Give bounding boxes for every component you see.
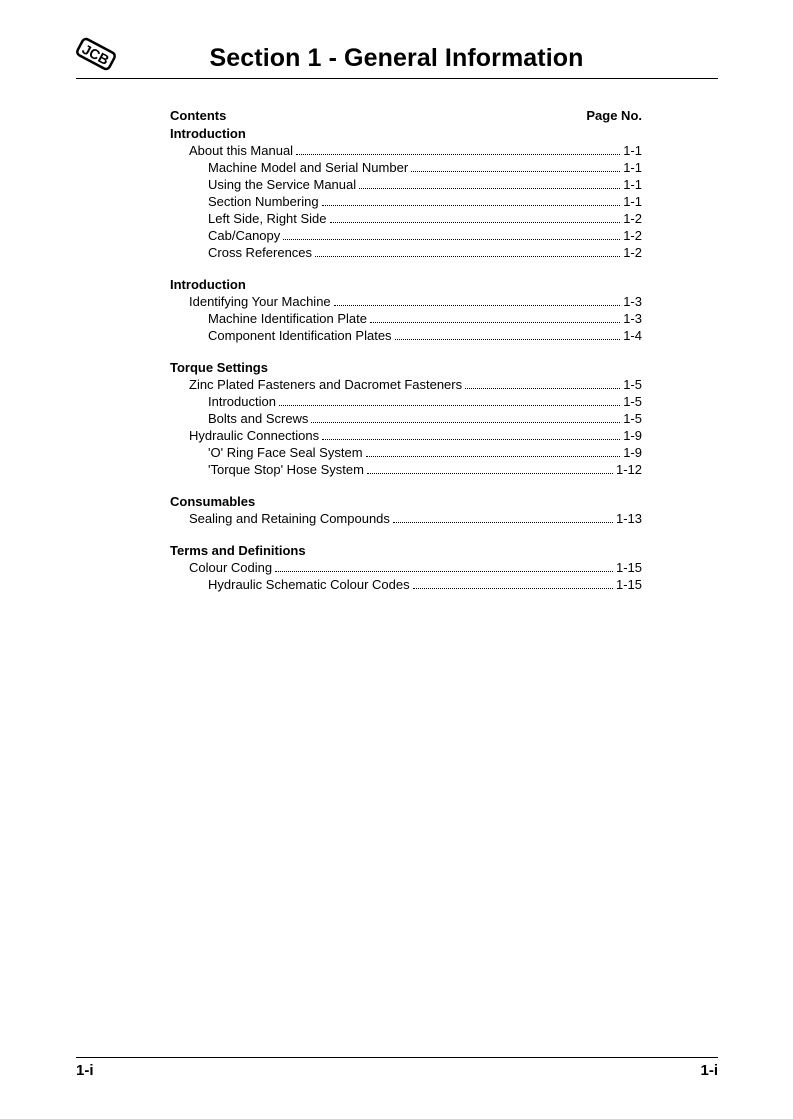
toc-entry-page: 1-3 [623, 294, 642, 309]
toc-entry[interactable] [170, 193, 642, 210]
toc-leader-dots [366, 444, 621, 457]
toc-entry-label: 'Torque Stop' Hose System [208, 462, 364, 477]
toc-entry[interactable] [170, 142, 642, 159]
toc-entry[interactable] [170, 576, 642, 593]
toc-entry-label: 'O' Ring Face Seal System [208, 445, 363, 460]
toc-entry-label: Component Identification Plates [208, 328, 392, 343]
toc-entry-page: 1-5 [623, 394, 642, 409]
toc-entry-page: 1-5 [623, 377, 642, 392]
toc-leader-dots [334, 293, 621, 306]
toc-entry-label: Machine Model and Serial Number [208, 160, 409, 175]
toc-section [170, 494, 642, 527]
toc-leader-dots [322, 193, 621, 206]
toc-leader-dots [296, 142, 620, 155]
toc-leader-dots [367, 461, 613, 474]
toc-section [170, 277, 642, 344]
toc-entry[interactable] [170, 227, 642, 244]
toc-leader-dots [370, 310, 620, 323]
contents-label: Contents [170, 108, 227, 123]
toc-section-title: Torque Settings [170, 360, 268, 375]
toc-leader-dots [330, 210, 621, 223]
toc-section [170, 360, 642, 478]
toc-entry[interactable] [170, 327, 642, 344]
toc-sections [170, 126, 642, 593]
toc-entry[interactable] [170, 244, 642, 261]
toc-entry-label: Zinc Plated Fasteners and Dacromet Fasteners [189, 377, 463, 392]
toc-section [170, 126, 642, 261]
toc-entry-page: 1-9 [623, 428, 642, 443]
toc-entry-page: 1-5 [623, 411, 642, 426]
header-rule [76, 78, 718, 79]
toc-entry-page: 1-9 [623, 445, 642, 460]
contents-header [170, 108, 642, 124]
toc-entry[interactable] [170, 159, 642, 176]
toc-leader-dots [413, 576, 613, 589]
toc-section-title: Introduction [170, 277, 246, 292]
page-title: Section 1 - General Information [209, 44, 584, 72]
toc-entry-label: Hydraulic Schematic Colour Codes [208, 577, 410, 592]
toc-entry-label: Left Side, Right Side [208, 211, 327, 226]
toc-leader-dots [279, 393, 620, 406]
toc-entry-page: 1-2 [623, 245, 642, 260]
toc-leader-dots [395, 327, 621, 340]
toc-entry-label: Sealing and Retaining Compounds [189, 511, 390, 526]
footer-page-right: 1-i [700, 1062, 718, 1079]
toc-entry[interactable] [170, 410, 642, 427]
footer-page-left: 1-i [76, 1062, 94, 1079]
toc-entry-page: 1-2 [623, 211, 642, 226]
toc-leader-dots [311, 410, 620, 423]
toc-leader-dots [465, 376, 620, 389]
toc-section [170, 543, 642, 593]
toc-section-title: Consumables [170, 494, 256, 509]
toc-entry-label: Cab/Canopy [208, 228, 281, 243]
toc-entry-label: Hydraulic Connections [189, 428, 320, 443]
toc-entry-label: Bolts and Screws [208, 411, 309, 426]
toc-section-title: Terms and Definitions [170, 543, 306, 558]
toc-entry[interactable] [170, 376, 642, 393]
table-of-contents [170, 108, 642, 609]
toc-entry-label: Colour Coding [189, 560, 273, 575]
logo-text: JCB [79, 40, 112, 69]
toc-entry[interactable] [170, 427, 642, 444]
toc-entry-page: 1-1 [623, 143, 642, 158]
toc-entry[interactable] [170, 393, 642, 410]
toc-entry-page: 1-13 [615, 511, 642, 526]
toc-entry[interactable] [170, 444, 642, 461]
toc-entry[interactable] [170, 461, 642, 478]
toc-section-title: Introduction [170, 126, 246, 141]
toc-entry-page: 1-12 [615, 462, 642, 477]
page-no-label: Page No. [586, 108, 642, 123]
toc-entry-label: Using the Service Manual [208, 177, 357, 192]
toc-leader-dots [315, 244, 620, 257]
toc-entry-label: Cross References [208, 245, 313, 260]
toc-leader-dots [359, 176, 620, 189]
toc-entry-page: 1-2 [623, 228, 642, 243]
toc-entry-page: 1-1 [623, 194, 642, 209]
toc-entry-page: 1-15 [615, 560, 642, 575]
toc-entry-label: About this Manual [189, 143, 294, 158]
toc-entry-page: 1-1 [623, 160, 642, 175]
toc-entry-label: Introduction [208, 394, 276, 409]
toc-entry[interactable] [170, 310, 642, 327]
footer-rule [76, 1057, 718, 1058]
toc-entry[interactable] [170, 210, 642, 227]
toc-leader-dots [393, 510, 613, 523]
toc-entry[interactable] [170, 559, 642, 576]
toc-entry-page: 1-15 [615, 577, 642, 592]
toc-entry-page: 1-3 [623, 311, 642, 326]
toc-leader-dots [411, 159, 620, 172]
toc-entry-page: 1-4 [623, 328, 642, 343]
toc-entry-label: Identifying Your Machine [189, 294, 331, 309]
toc-entry[interactable] [170, 293, 642, 310]
toc-entry[interactable] [170, 510, 642, 527]
toc-leader-dots [322, 427, 620, 440]
toc-entry-label: Machine Identification Plate [208, 311, 367, 326]
toc-leader-dots [275, 559, 613, 572]
toc-entry-page: 1-1 [623, 177, 642, 192]
toc-entry-label: Section Numbering [208, 194, 319, 209]
toc-entry[interactable] [170, 176, 642, 193]
toc-leader-dots [283, 227, 620, 240]
